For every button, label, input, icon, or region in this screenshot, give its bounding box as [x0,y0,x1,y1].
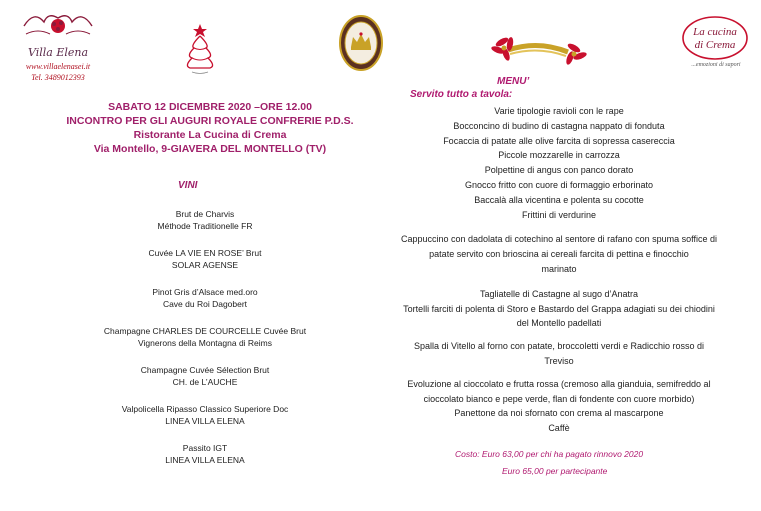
wine-producer: Cave du Roi Dagobert [162,299,248,309]
cucina-tagline: ...emozioni di sapori [691,62,741,68]
villa-elena-logo [18,8,98,80]
wine-item [80,325,330,349]
cucina-logo-line2: di Crema [694,39,736,51]
wine-producer: Méthode Traditionelle FR [157,221,253,231]
menu-spacer [370,331,748,339]
villa-elena-emblem-icon [18,8,98,42]
menu-item: Varie tipologie ravioli con le rape [494,106,624,116]
villa-elena-phone: Tel. 3489012393 [31,73,85,82]
christmas-tree-icon [180,20,220,78]
menu-item: Panettone da noi sfornato con crema al mascarpone [454,408,664,419]
menu-heading: MENU’ [497,76,530,87]
poinsettia-ribbon-icon [488,30,588,68]
wine-producer: LINEA VILLA ELENA [165,416,245,426]
villa-elena-website[interactable]: www.villaelenasei.it [25,62,91,71]
cost-renewal: Costo: Euro 63,00 per chi ha pagato rinnovo 2020 [455,449,644,459]
menu-spacer [370,369,748,377]
menu-item: patate servito con brioscina ai cereali farcita di pettina e finocchio [429,249,689,260]
event-date: SABATO 12 DICEMBRE 2020 –ORE 12.00 [108,101,312,113]
wine-producer: LINEA VILLA ELENA [165,455,245,465]
menu-item: Focaccia di patate alle olive farcita di sopressa casereccia [443,135,675,146]
christmas-ribbon-logo [488,30,588,68]
wine-list [80,208,330,481]
menu-list [370,104,748,436]
menu-item: Spalla di Vitello al forno con patate, broccoletti verdi e Radicchio rosso di [414,341,704,352]
crown-crest-icon [338,14,384,72]
wine-name: Valpolicella Ripasso Classico Superiore Doc [121,404,289,414]
wine-producer: Vignerons della Montagna di Reims [137,338,273,348]
wine-name: Cuvée LA VIE EN ROSE’ Brut [148,248,262,258]
villa-elena-name: Villa Elena [27,46,89,59]
menu-subtitle: Servito tutto a tavola: [410,89,513,100]
wine-producer: CH. de L’AUCHE [172,377,238,387]
menu-item: Baccalà alla vicentina e polenta su cocotte [474,194,644,205]
menu-item: Frittini di verdurine [521,209,597,220]
event-header [60,100,360,156]
menu-item: Caffè [548,423,570,434]
wine-item [80,247,330,271]
menu-spacer [370,277,748,287]
cost-participant: Euro 65,00 per partecipante [502,466,608,476]
vini-heading: VINI [178,180,198,191]
menu-item: Cappuccino con dadolata di cotechino al sentore di rafano con spuma soffice di [400,234,718,245]
wine-item [80,364,330,388]
wine-name: Pinot Gris d’Alsace med.oro [152,287,258,297]
wine-item [80,403,330,427]
event-address: Via Montello, 9-GIAVERA DEL MONTELLO (TV) [93,143,327,155]
menu-spacer [370,222,748,232]
la-cucina-di-crema-logo [680,14,750,74]
wine-item [80,286,330,310]
wine-name: Passito IGT [182,443,228,453]
menu-item: Bocconcino di budino di castagna nappato di fonduta [453,120,665,131]
menu-item: Piccole mozzarelle in carrozza [498,150,620,161]
wine-producer: SOLAR AGENSE [171,260,239,270]
wine-item [80,442,330,466]
wine-item [80,208,330,232]
wine-name: Brut de Charvis [175,209,235,219]
menu-item: Tagliatelle di Castagne al sugo d’Anatra [479,288,639,299]
menu-item: Tortelli farciti di polenta di Storo e Bastardo del Grappa adagiati su dei chiodini [403,303,715,314]
wine-name: Champagne Cuvée Sélection Brut [140,365,270,375]
event-title: INCONTRO PER GLI AUGURI ROYALE CONFRERIE P.D.S. [66,115,354,127]
menu-item: cioccolato bianco e pepe verde, flan di fondente con cuore morbido) [423,393,695,404]
christmas-tree-logo [180,20,220,78]
menu-item: Evoluzione al cioccolato e frutta rossa (cremoso alla gianduia, semifreddo al [407,378,711,389]
event-venue: Ristorante La Cucina di Crema [133,129,287,141]
royale-confrerie-crest [338,14,384,72]
cucina-oval-logo-icon [680,14,750,62]
menu-item: marinato [541,263,577,274]
menu-item: Treviso [544,355,574,366]
menu-item: del Montello padellati [516,318,602,329]
menu-item: Polpettine di angus con panco dorato [484,165,634,176]
cucina-logo-line1: La cucina [693,26,737,38]
wine-name: Champagne CHARLES DE COURCELLE Cuvée Brut [103,326,307,336]
menu-item: Gnocco fritto con cuore di formaggio erborinato [464,179,654,190]
